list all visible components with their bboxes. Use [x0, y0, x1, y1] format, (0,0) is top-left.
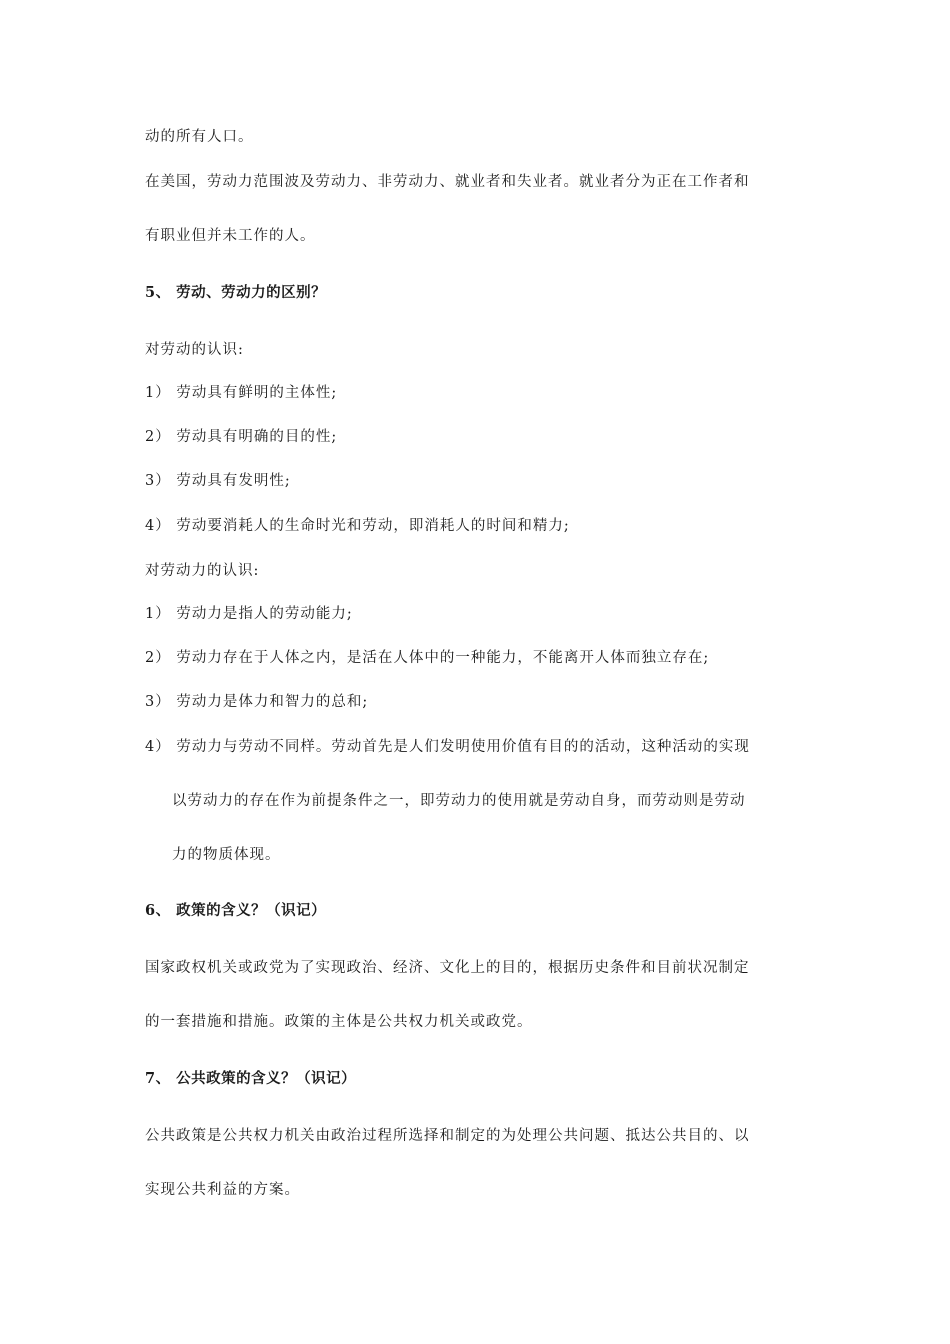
paragraph-line: 实现公共利益的方案。	[145, 1182, 300, 1198]
section-6-heading: 6、 政策的含义？（识记）	[145, 902, 327, 919]
list-item-continuation: 力的物质体现。	[172, 847, 281, 863]
list-item: 1） 劳动具有鲜明的主体性;	[145, 385, 338, 401]
paragraph-line: 动的所有人口。	[145, 129, 254, 145]
list-item: 3） 劳动具有发明性;	[145, 473, 291, 489]
paragraph-line: 公共政策是公共权力机关由政治过程所选择和制定的为处理公共问题、抵达公共目的、以	[145, 1128, 750, 1144]
paragraph-line: 有职业但并未工作的人。	[145, 228, 316, 244]
section-5-heading: 5、 劳动、劳动力的区别？	[145, 284, 327, 301]
laborforce-intro: 对劳动力的认识:	[145, 563, 260, 579]
list-item: 4） 劳动要消耗人的生命时光和劳动，即消耗人的时间和精力;	[145, 518, 570, 534]
list-item: 2） 劳动力存在于人体之内，是活在人体中的一种能力，不能离开人体而独立存在;	[145, 650, 710, 666]
paragraph-line: 国家政权机关或政党为了实现政治、经济、文化上的目的，根据历史条件和目前状况制定	[145, 960, 750, 976]
list-item: 4） 劳动力与劳动不同样。劳动首先是人们发明使用价值有目的的活动，这种活动的实现	[145, 739, 750, 755]
list-item: 1） 劳动力是指人的劳动能力;	[145, 606, 353, 622]
paragraph-line: 的一套措施和措施。政策的主体是公共权力机关或政党。	[145, 1014, 533, 1030]
list-item-continuation: 以劳动力的存在作为前提条件之一，即劳动力的使用就是劳动自身，而劳动则是劳动	[172, 793, 746, 809]
section-7-heading: 7、 公共政策的含义？（识记）	[145, 1070, 357, 1087]
labor-intro: 对劳动的认识:	[145, 342, 244, 358]
list-item: 3） 劳动力是体力和智力的总和;	[145, 694, 369, 710]
paragraph-line: 在美国，劳动力范围波及劳动力、非劳动力、就业者和失业者。就业者分为正在工作者和	[145, 174, 750, 190]
list-item: 2） 劳动具有明确的目的性;	[145, 429, 338, 445]
